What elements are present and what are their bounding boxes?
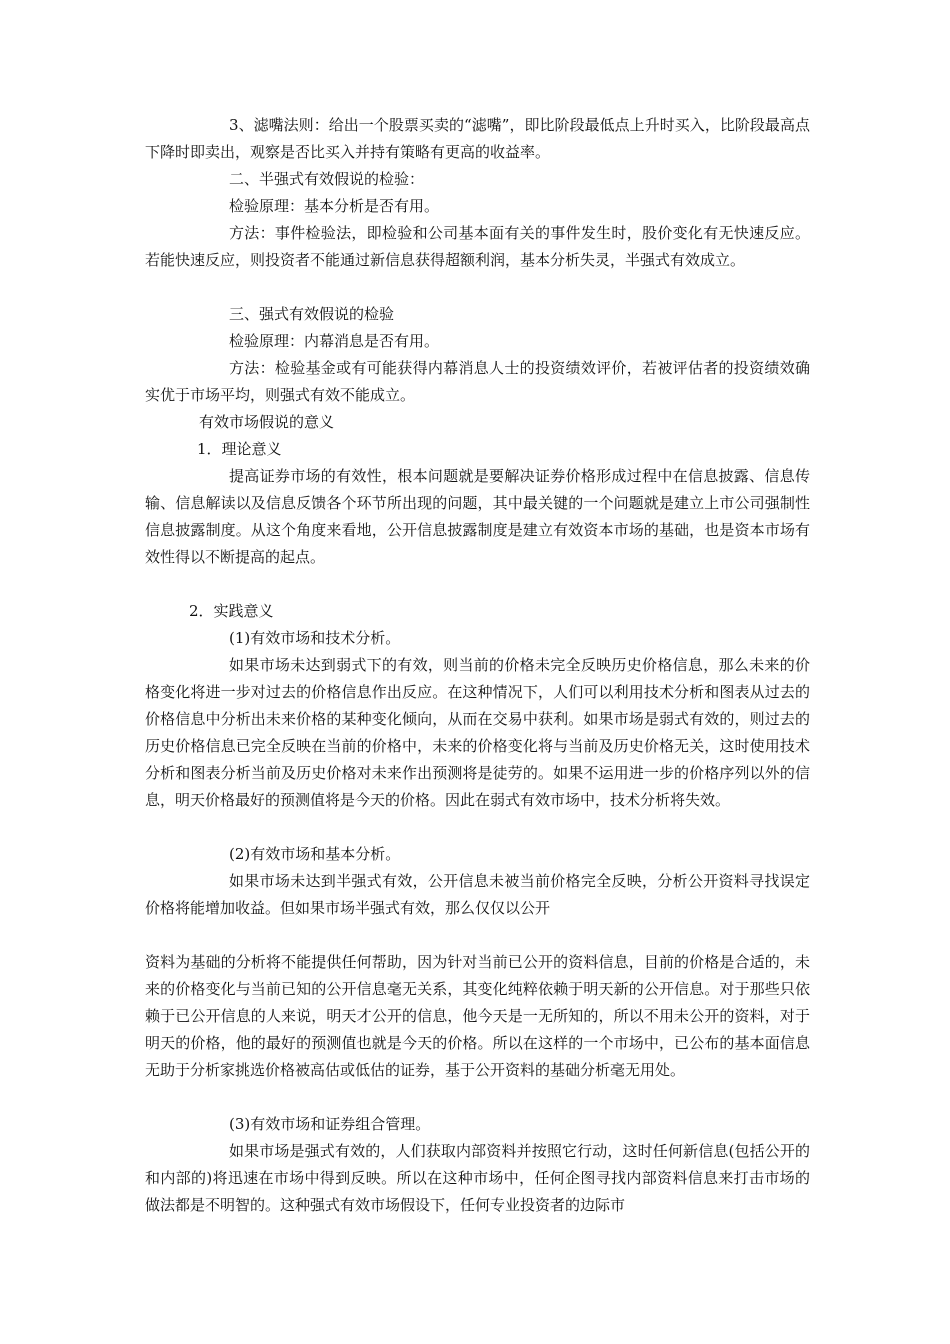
strong-principle: 检验原理：内幕消息是否有用。 [229,332,440,350]
blank-line [145,274,810,301]
semi-strong-method: 方法：事件检验法，即检验和公司基本面有关的事件发生时，股价变化有无快速反应。若能快速反应，则投资者不能通过新信息获得超额利润，基本分析失灵，半强式有效成立。 [145,224,810,269]
document-body [145,112,810,1219]
significance-heading: 有效市场假说的意义 [199,413,335,431]
blank-line [145,922,810,949]
blank-line [145,814,810,841]
fundamental-analysis-continuation: 资料为基础的分析将不能提供任何帮助，因为针对当前已公开的资料信息，目前的价格是合适的，未来的价格变化与当前已知的公开信息毫无关系，其变化纯粹依赖于明天新的公开信息。对于那些只依赖于已公开信息的人来说，明天才公开的信息，他今天是一无所知的，所以不用未公开的资料，对于明天的价格，他的最好的预测值也就是今天的价格。所以在这样的一个市场中，已公布的基本面信息无助于分析家挑选价格被高估或低估的证券，基于公开资料的基础分析毫无用处。 [145,953,810,1079]
fundamental-analysis-paragraph: 如果市场未达到半强式有效，公开信息未被当前价格完全反映，分析公开资料寻找误定价格将能增加收益。但如果市场半强式有效，那么仅仅以公开 [145,872,810,917]
theory-heading: 1．理论意义 [197,440,282,458]
blank-line [145,571,810,598]
portfolio-management-paragraph: 如果市场是强式有效的，人们获取内部资料并按照它行动，这时任何新信息(包括公开的和内部的)将迅速在市场中得到反映。所以在这种市场中，任何企图寻找内部资料信息来打击市场的做法都是不明智的。这种强式有效市场假设下，任何专业投资者的边际市 [145,1142,810,1214]
theory-paragraph: 提高证券市场的有效性，根本问题就是要解决证券价格形成过程中在信息披露、信息传输、信息解读以及信息反馈各个环节所出现的问题，其中最关键的一个问题就是建立上市公司强制性信息披露制度。从这个角度来看地，公开信息披露制度是建立有效资本市场的基础，也是资本市场有效性得以不断提高的起点。 [145,467,810,566]
semi-strong-principle: 检验原理：基本分析是否有用。 [229,197,440,215]
strong-method: 方法：检验基金或有可能获得内幕消息人士的投资绩效评价，若被评估者的投资绩效确实优于市场平均，则强式有效不能成立。 [145,359,810,404]
strong-heading: 三、强式有效假说的检验 [229,305,395,323]
filter-rule-paragraph: 3、滤嘴法则：给出一个股票买卖的“滤嘴”，即比阶段最低点上升时买入，比阶段最高点下降时即卖出，观察是否比买入并持有策略有更高的收益率。 [145,116,810,161]
technical-analysis-heading: (1)有效市场和技术分析。 [229,629,401,647]
semi-strong-heading: 二、半强式有效假说的检验： [229,170,425,188]
blank-line [145,1084,810,1111]
technical-analysis-paragraph: 如果市场未达到弱式下的有效，则当前的价格未完全反映历史价格信息，那么未来的价格变化将进一步对过去的价格信息作出反应。在这种情况下，人们可以利用技术分析和图表从过去的价格信息中分析出未来价格的某种变化倾向，从而在交易中获利。如果市场是弱式有效的，则过去的历史价格信息已完全反映在当前的价格中，未来的价格变化将与当前及历史价格无关，这时使用技术分析和图表分析当前及历史价格对未来作出预测将是徒劳的。如果不运用进一步的价格序列以外的信息，明天价格最好的预测值将是今天的价格。因此在弱式有效市场中，技术分析将失效。 [145,656,810,809]
portfolio-management-heading: (3)有效市场和证券组合管理。 [229,1115,431,1133]
fundamental-analysis-heading: (2)有效市场和基本分析。 [229,845,401,863]
practice-heading: 2．实践意义 [189,602,274,620]
